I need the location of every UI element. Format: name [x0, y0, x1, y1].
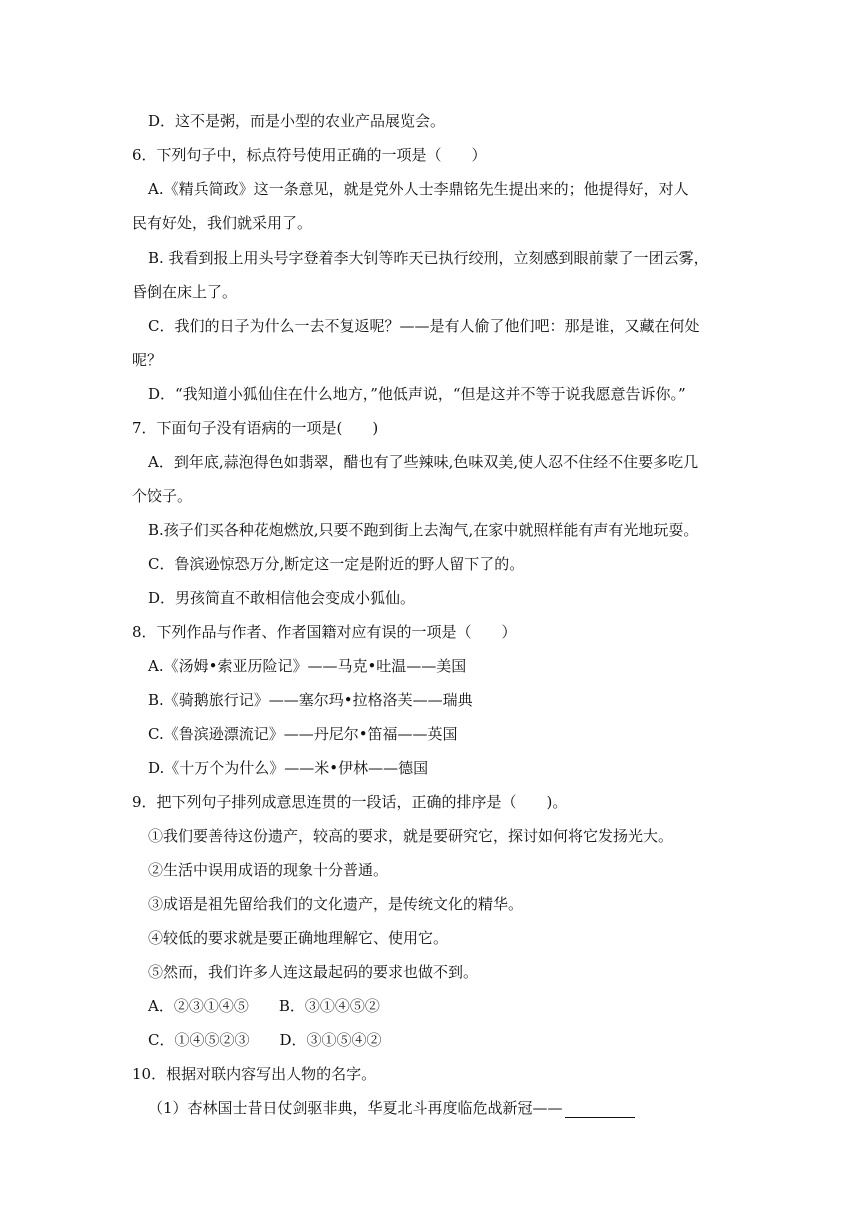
q10-item-1-text: （1）杏林国士昔日仗剑驱非典，华夏北斗再度临危战新冠——	[148, 1099, 563, 1117]
question-8: 8．下列作品与作者、作者国籍对应有误的一项是（ ）	[132, 623, 517, 641]
question-10: 10．根据对联内容写出人物的名字。	[132, 1065, 377, 1083]
q7-option-a-cont: 个饺子。	[132, 487, 193, 505]
q7-option-d: D．男孩简直不敢相信他会变成小狐仙。	[148, 589, 416, 607]
question-9: 9．把下列句子排列成意思连贯的一段话，正确的排序是（ )。	[132, 793, 568, 811]
q8-option-b: B.《骑鹅旅行记》——塞尔玛•拉格洛芙——瑞典	[148, 691, 473, 709]
q9-sentence-4: ④较低的要求就是要正确地理解它、使用它。	[148, 929, 449, 947]
q7-option-b: B.孩子们买各种花炮燃放,只要不跑到街上去淘气,在家中就照样能有声有光地玩耍。	[148, 521, 699, 539]
q10-item-1	[148, 1098, 635, 1118]
q5-option-d: D．这不是粥，而是小型的农业产品展览会。	[148, 112, 446, 130]
question-6: 6．下列句子中，标点符号使用正确的一项是（ ）	[132, 146, 487, 164]
q6-option-a-cont: 民有好处，我们就采用了。	[132, 214, 313, 232]
q9-sentence-5: ⑤然而，我们许多人连这最起码的要求也做不到。	[148, 963, 479, 981]
q7-option-c: C．鲁滨逊惊恐万分,断定这一定是附近的野人留下了的。	[148, 555, 525, 573]
q9-sentence-1: ①我们要善待这份遗产，较高的要求，就是要研究它，探讨如何将它发扬光大。	[148, 827, 674, 845]
q9-options-cd: C．①④⑤②③ D．③①⑤④②	[148, 1031, 382, 1049]
q9-sentence-2: ②生活中误用成语的现象十分普通。	[148, 861, 389, 879]
q8-option-c: C.《鲁滨逊漂流记》——丹尼尔•笛福——英国	[148, 725, 458, 743]
q9-options-ab: A．②③①④⑤ B．③①④⑤②	[148, 997, 380, 1015]
q6-option-c: C．我们的日子为什么一去不复返呢？——是有人偷了他们吧：那是谁，又藏在何处	[148, 317, 700, 335]
q6-option-b: B. 我看到报上用头号字登着李大钊等昨天已执行绞刑，立刻感到眼前蒙了一团云雾，	[148, 249, 709, 267]
q6-option-b-cont: 昏倒在床上了。	[132, 283, 238, 301]
question-7: 7．下面句子没有语病的一项是( )	[132, 419, 379, 437]
answer-blank[interactable]	[565, 1101, 635, 1118]
q9-sentence-3: ③成语是祖先留给我们的文化遗产，是传统文化的精华。	[148, 895, 524, 913]
q6-option-d: D．“我知道小狐仙住在什么地方，”他低声说，“但是这并不等于说我愿意告诉你。”	[148, 385, 686, 403]
q6-option-c-cont: 呢？	[132, 351, 163, 369]
q6-option-a: A.《精兵简政》这一条意见，就是党外人士李鼎铭先生提出来的；他提得好，对人	[148, 180, 689, 198]
q7-option-a: A．到年底,蒜泡得色如翡翠，醋也有了些辣味,色味双美,使人忍不住经不住要多吃几	[148, 453, 699, 471]
q8-option-a: A.《汤姆•索亚历险记》——马克•吐温——美国	[148, 657, 467, 675]
q8-option-d: D.《十万个为什么》——米•伊林——德国	[148, 759, 429, 777]
